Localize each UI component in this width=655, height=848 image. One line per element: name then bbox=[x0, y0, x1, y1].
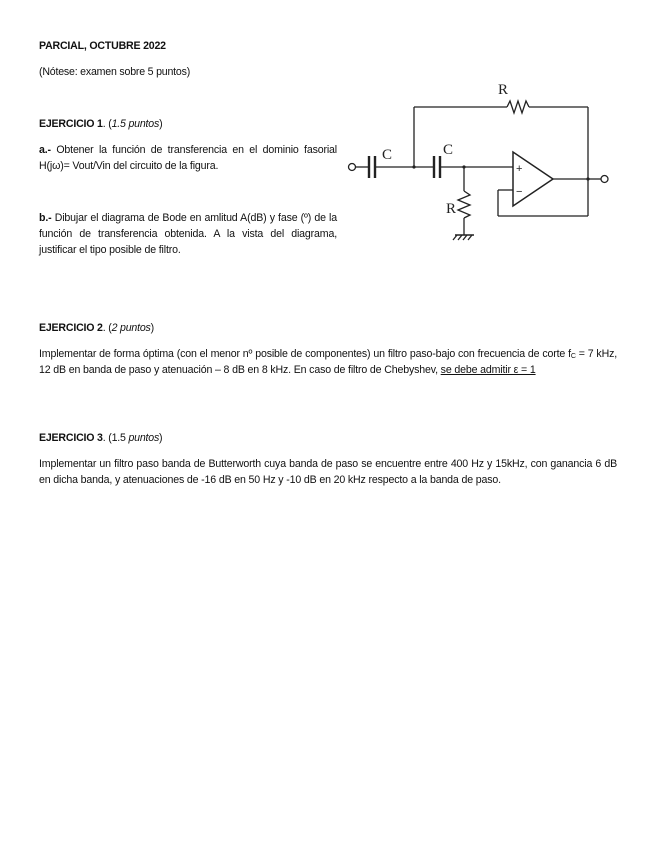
exercise-2-subscript: C bbox=[570, 353, 576, 360]
exercise-3-heading bbox=[39, 430, 162, 446]
ground-icon bbox=[453, 235, 474, 240]
exercise-2-heading bbox=[39, 320, 154, 336]
label-c2: C bbox=[443, 142, 454, 158]
exercise-1-points: 1.5 puntos bbox=[111, 118, 160, 130]
junction-dot-output bbox=[586, 177, 589, 180]
exercise-2-text-1: Implementar de forma óptima (con el menor nº posible de componentes) un filtro paso-bajo con frecuencia de corte f bbox=[39, 348, 571, 360]
capacitor-c2 bbox=[434, 156, 440, 178]
junction-dot-mid bbox=[462, 165, 465, 168]
exercise-2-points: 2 puntos bbox=[111, 322, 151, 334]
junction-dot-left bbox=[412, 165, 415, 168]
exercise-2-points-close: ) bbox=[150, 322, 154, 334]
exercise-2-heading-text: EJERCICIO 2 bbox=[39, 322, 103, 334]
exercise-2-underlined: se debe admitir ε = 1 bbox=[440, 364, 536, 376]
exercise-1-heading-text: EJERCICIO 1 bbox=[39, 118, 103, 130]
exam-title: PARCIAL, OCTUBRE 2022 bbox=[39, 40, 166, 52]
exercise-1b-label: b.- bbox=[39, 212, 52, 224]
exercise-3-points-close: ) bbox=[159, 432, 163, 444]
label-r-feedback: R bbox=[498, 82, 509, 98]
exercise-2-points-open: . ( bbox=[102, 322, 112, 334]
exercise-1-heading bbox=[39, 116, 162, 132]
label-plus: + bbox=[516, 163, 523, 175]
exercise-3-points-open: . (1.5 bbox=[102, 432, 129, 444]
exercise-3-paragraph: Implementar un filtro paso banda de Butterworth cuya banda de paso se encuentre entre 400 Hz y 15kHz, con ganancia 6 dB en dicha banda, y atenuaciones de -16 dB en 50 Hz y -10 dB en 20 kHz respecto a la banda de paso. bbox=[39, 458, 617, 486]
label-r-ground: R bbox=[446, 201, 457, 217]
exercise-1a-paragraph bbox=[39, 142, 337, 174]
exercise-1b-paragraph bbox=[39, 210, 337, 258]
resistor-feedback bbox=[507, 101, 529, 113]
exercise-1-points-close: ) bbox=[159, 118, 163, 130]
exercise-3-heading-text: EJERCICIO 3 bbox=[39, 432, 103, 444]
exercise-3-points: puntos bbox=[128, 432, 160, 444]
exercise-1a-text: Obtener la función de transferencia en el dominio fasorial H(jω)= Vout/Vin del circuito de la figura. bbox=[39, 144, 337, 172]
label-c1: C bbox=[382, 147, 393, 163]
exam-note: (Nótese: examen sobre 5 puntos) bbox=[39, 66, 191, 78]
circuit-diagram bbox=[344, 78, 616, 244]
resistor-ground bbox=[458, 191, 470, 218]
exercise-2-paragraph bbox=[39, 346, 617, 378]
exercise-2-text-2: = 7 kHz, 12 dB en banda de paso y atenuación – 8 dB en 8 kHz. En caso de filtro de Chebyshev, bbox=[39, 348, 618, 376]
exercise-1a-label: a.- bbox=[39, 144, 51, 156]
capacitor-c1 bbox=[369, 156, 375, 178]
exercise-1-points-open: . ( bbox=[102, 118, 112, 130]
exercise-1b-text: Dibujar el diagrama de Bode en amlitud A(dB) y fase (º) de la función de transferencia obtenida. A la vista del diagrama, justificar el tipo posible de filtro. bbox=[39, 212, 337, 256]
output-terminal bbox=[601, 176, 608, 183]
input-terminal bbox=[349, 164, 356, 171]
label-minus: − bbox=[516, 186, 523, 198]
